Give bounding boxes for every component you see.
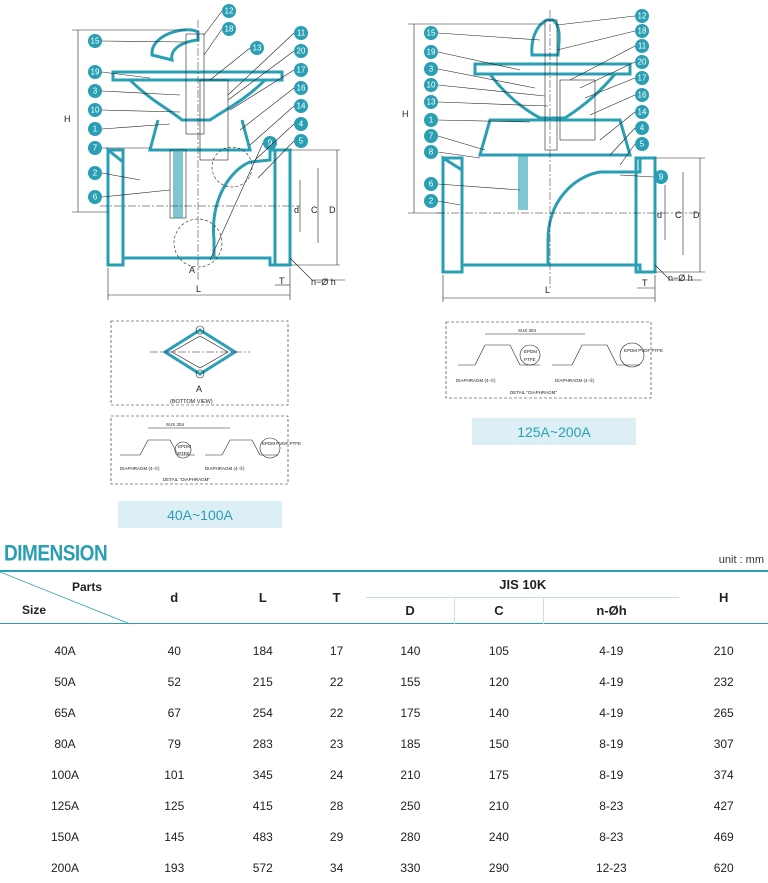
svg-text:17: 17	[296, 65, 306, 75]
right-callout-9	[654, 170, 668, 184]
value-cell: 283	[252, 736, 273, 751]
detail-right-d1: DIAPHRAGM (4-②)	[456, 378, 496, 383]
detail-left-sus: SUS 304	[166, 422, 185, 427]
value-cell: 125	[164, 798, 185, 813]
right-callout-17	[635, 71, 649, 85]
col-header-t: T	[332, 589, 341, 605]
svg-text:1: 1	[428, 115, 434, 125]
table-row	[0, 759, 768, 790]
value-cell: 265	[713, 705, 734, 720]
value-cell: 215	[252, 674, 273, 689]
value-cell: 240	[488, 829, 509, 844]
svg-text:4: 4	[639, 123, 645, 133]
left-callout-18	[222, 22, 236, 36]
bottom-view-box	[111, 321, 288, 405]
svg-text:10: 10	[426, 80, 436, 90]
dim-label-big-d: D	[329, 205, 336, 215]
right-dim-label-h: H	[402, 109, 409, 119]
svg-text:14: 14	[637, 107, 647, 117]
right-callout-7	[424, 129, 438, 143]
svg-text:5: 5	[639, 139, 645, 149]
size-cell: 125A	[50, 798, 80, 813]
detail-diaphragm-left	[111, 416, 301, 484]
svg-text:7: 7	[428, 131, 434, 141]
right-callout-10	[424, 78, 438, 92]
value-cell: 254	[252, 705, 273, 720]
right-callout-12	[635, 9, 649, 23]
col-header-d: d	[170, 589, 179, 605]
value-cell: 232	[713, 674, 734, 689]
value-cell: 415	[252, 798, 273, 813]
value-cell: 150	[488, 736, 509, 751]
svg-text:19: 19	[426, 47, 436, 57]
svg-text:16: 16	[296, 83, 306, 93]
dim-label-c: C	[311, 205, 318, 215]
value-cell: 140	[400, 643, 421, 658]
left-callout-4	[294, 117, 308, 131]
svg-text:15: 15	[90, 36, 100, 46]
right-dim-label-c: C	[675, 210, 682, 220]
size-range-large: 125A~200A	[472, 418, 636, 445]
right-dim-label-t: T	[642, 278, 648, 288]
left-callout-10	[88, 103, 102, 117]
table-row	[0, 728, 768, 759]
dimension-title: DIMENSION	[4, 542, 108, 567]
table-row	[0, 666, 768, 697]
svg-text:14: 14	[296, 101, 306, 111]
detail-right-sus: SUS 304	[518, 328, 537, 333]
detail-right-title: DETAIL "DIAPHRAGM"	[510, 390, 557, 395]
svg-text:10: 10	[90, 105, 100, 115]
value-cell: 8-23	[599, 829, 624, 844]
svg-text:20: 20	[296, 46, 306, 56]
left-callout-19	[88, 65, 102, 79]
left-callout-5	[294, 134, 308, 148]
table-row	[0, 852, 768, 883]
left-callout-1	[88, 122, 102, 136]
right-callout-20	[635, 55, 649, 69]
detail-right-mat1: EPDM	[524, 349, 538, 354]
svg-text:16: 16	[637, 90, 647, 100]
svg-text:7: 7	[92, 143, 98, 153]
value-cell: 210	[400, 767, 421, 782]
left-callout-9	[263, 136, 277, 150]
value-cell: 175	[400, 705, 421, 720]
dim-label-nh: n−Ø h	[311, 277, 336, 287]
right-callout-13	[424, 95, 438, 109]
value-cell: 469	[713, 829, 734, 844]
value-cell: 290	[488, 860, 509, 875]
table-row	[0, 623, 768, 666]
svg-text:2: 2	[428, 196, 434, 206]
col-header-jis: JIS 10K	[366, 571, 679, 597]
left-callout-20	[294, 44, 308, 58]
right-callout-18	[635, 24, 649, 38]
value-cell: 79	[167, 736, 181, 751]
size-label: Size	[22, 602, 47, 617]
table-corner-header	[0, 571, 130, 623]
dim-label-d: d	[294, 205, 300, 215]
parts-label: Parts	[71, 580, 102, 594]
value-cell: 572	[252, 860, 273, 875]
detail-left-mat2: PTFE	[178, 451, 190, 456]
table-row	[0, 697, 768, 728]
value-cell: 483	[252, 829, 273, 844]
value-cell: 120	[488, 674, 509, 689]
right-dim-label-l: L	[545, 285, 551, 295]
svg-text:12: 12	[224, 6, 234, 16]
svg-text:13: 13	[252, 43, 262, 53]
svg-text:3: 3	[428, 64, 434, 74]
right-callout-1	[424, 113, 438, 127]
value-cell: 23	[329, 736, 344, 751]
left-callout-17	[294, 63, 308, 77]
left-callout-14	[294, 99, 308, 113]
value-cell: 101	[164, 767, 185, 782]
left-callout-3	[88, 84, 102, 98]
right-callout-4	[635, 121, 649, 135]
table-row	[0, 821, 768, 852]
value-cell: 210	[488, 798, 509, 813]
svg-text:20: 20	[637, 57, 647, 67]
svg-text:8: 8	[428, 147, 434, 157]
right-dim-label-d: d	[657, 210, 663, 220]
detail-left-mat3: EPDM PVDF PTFE	[262, 441, 302, 446]
value-cell: 28	[329, 798, 344, 813]
value-cell: 193	[164, 860, 185, 875]
right-callout-6	[424, 177, 438, 191]
svg-text:11: 11	[637, 41, 647, 51]
value-cell: 34	[329, 860, 344, 875]
size-range-small: 40A~100A	[118, 501, 282, 528]
col-header-h: H	[719, 589, 729, 605]
right-callout-16	[635, 88, 649, 102]
size-cell: 40A	[54, 643, 76, 658]
left-callout-7	[88, 141, 102, 155]
left-callout-15	[88, 34, 102, 48]
right-dim-label-nh: n−Ø h	[668, 273, 693, 283]
value-cell: 184	[252, 643, 273, 658]
size-cell: 200A	[50, 860, 80, 875]
value-cell: 22	[329, 674, 344, 689]
svg-text:17: 17	[637, 73, 647, 83]
svg-text:12: 12	[637, 11, 647, 21]
table-row	[0, 790, 768, 821]
size-cell: 80A	[54, 736, 76, 751]
svg-text:11: 11	[296, 28, 306, 38]
right-callout-11	[635, 39, 649, 53]
col-header-nh: n-Øh	[543, 597, 679, 623]
detail-left-title: DETAIL "DIAPHRAGM"	[163, 477, 210, 482]
detail-left-d1: DIAPHRAGM (4-②)	[120, 466, 160, 471]
bottom-view-letter: A	[196, 384, 203, 394]
detail-right-d2: DIAPHRAGM (4-③)	[555, 378, 595, 383]
value-cell: 105	[488, 643, 509, 658]
detail-right-mat3: EPDM PVDF PTFE	[624, 348, 664, 353]
detail-diaphragm-right	[446, 322, 663, 398]
value-cell: 12-23	[595, 860, 627, 875]
svg-text:18: 18	[637, 26, 647, 36]
dim-label-h: H	[64, 114, 71, 124]
value-cell: 52	[167, 674, 181, 689]
value-cell: 155	[400, 674, 421, 689]
dim-label-l: L	[196, 284, 202, 294]
left-callout-16	[294, 81, 308, 95]
right-dim-label-big-d: D	[693, 210, 700, 220]
value-cell: 185	[400, 736, 421, 751]
unit-label: unit : mm	[718, 554, 764, 566]
value-cell: 620	[713, 860, 734, 875]
right-valve-drawing	[402, 9, 705, 302]
value-cell: 22	[329, 705, 344, 720]
svg-text:3: 3	[92, 86, 98, 96]
value-cell: 210	[713, 643, 734, 658]
bottom-view-caption: (BOTTOM VIEW)	[170, 399, 213, 405]
value-cell: 4-19	[599, 705, 624, 720]
value-cell: 17	[329, 643, 344, 658]
svg-text:1: 1	[92, 124, 98, 134]
col-header-c: C	[455, 597, 544, 623]
svg-text:2: 2	[92, 168, 98, 178]
svg-text:6: 6	[428, 179, 434, 189]
left-callout-13	[250, 41, 264, 55]
value-cell: 67	[167, 705, 181, 720]
value-cell: 250	[400, 798, 421, 813]
svg-text:13: 13	[426, 97, 436, 107]
value-cell: 8-23	[599, 798, 624, 813]
svg-text:4: 4	[298, 119, 304, 129]
right-callout-15	[424, 26, 438, 40]
dim-label-t: T	[279, 276, 285, 286]
value-cell: 8-19	[599, 767, 624, 782]
right-callout-19	[424, 45, 438, 59]
right-callout-2	[424, 194, 438, 208]
dim-label-a: A	[189, 265, 196, 275]
right-callout-3	[424, 62, 438, 76]
detail-right-mat2: PTFE	[524, 357, 536, 362]
value-cell: 330	[400, 860, 421, 875]
left-callout-12	[222, 4, 236, 18]
value-cell: 8-19	[599, 736, 624, 751]
value-cell: 374	[713, 767, 734, 782]
svg-text:9: 9	[267, 138, 273, 148]
value-cell: 175	[488, 767, 509, 782]
svg-text:15: 15	[426, 28, 436, 38]
right-callout-8	[424, 145, 438, 159]
size-cell: 150A	[50, 829, 80, 844]
detail-left-mat1: EPDM	[178, 444, 192, 449]
value-cell: 140	[488, 705, 509, 720]
value-cell: 40	[167, 643, 181, 658]
svg-text:18: 18	[224, 24, 234, 34]
dimension-table	[0, 570, 768, 883]
left-callout-2	[88, 166, 102, 180]
value-cell: 145	[164, 829, 185, 844]
svg-text:5: 5	[298, 136, 304, 146]
svg-text:9: 9	[658, 172, 664, 182]
value-cell: 4-19	[599, 674, 624, 689]
svg-text:6: 6	[92, 192, 98, 202]
value-cell: 4-19	[599, 643, 624, 658]
value-cell: 307	[713, 736, 734, 751]
value-cell: 24	[329, 767, 344, 782]
value-cell: 345	[252, 767, 273, 782]
right-callout-5	[635, 137, 649, 151]
size-cell: 50A	[54, 674, 76, 689]
svg-text:19: 19	[90, 67, 100, 77]
left-callout-11	[294, 26, 308, 40]
value-cell: 280	[400, 829, 421, 844]
detail-left-d2: DIAPHRAGM (4-③)	[205, 466, 245, 471]
col-header-big-d: D	[405, 602, 415, 618]
right-callout-14	[635, 105, 649, 119]
size-cell: 100A	[50, 767, 80, 782]
value-cell: 427	[713, 798, 734, 813]
value-cell: 29	[329, 829, 344, 844]
size-cell: 65A	[54, 705, 76, 720]
left-valve-drawing	[64, 4, 345, 300]
col-header-l: L	[258, 589, 267, 605]
left-callout-6	[88, 190, 102, 204]
